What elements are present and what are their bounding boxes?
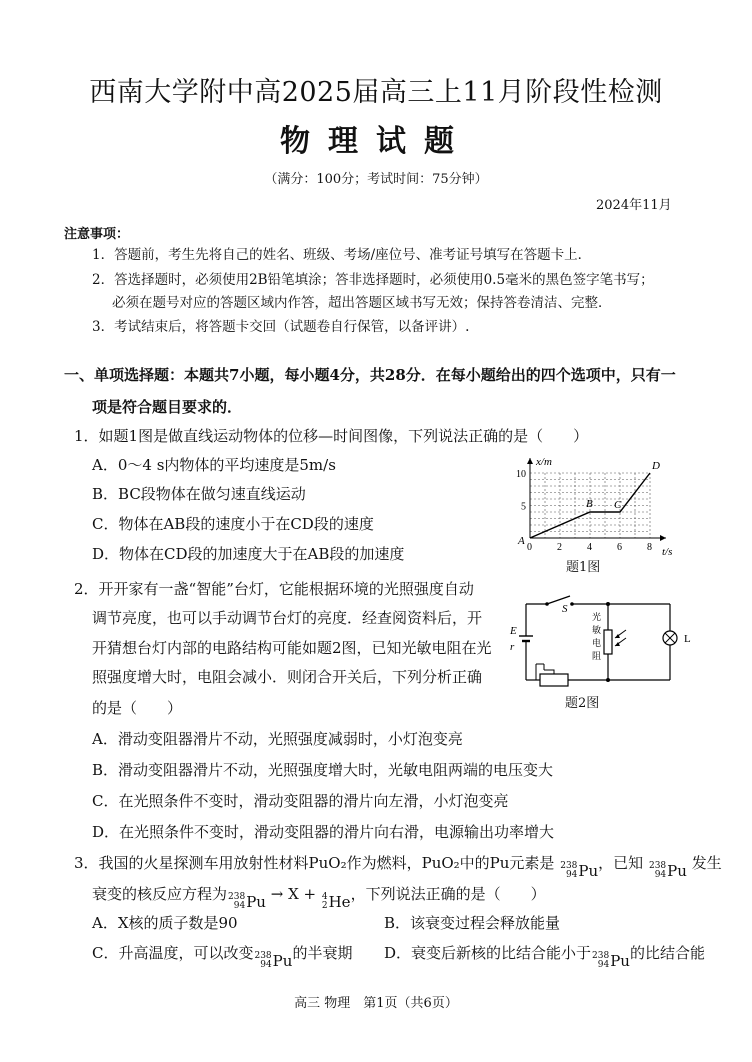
q2-option-b: B．滑动变阻器滑片不动，光照强度增大时，光敏电阻两端的电压变大 xyxy=(92,761,554,779)
q3-stem-line-2 xyxy=(92,883,546,911)
pu-nuclide: 238 94 Pu xyxy=(228,892,266,911)
q3-stem-part-d: 衰变的核反应方程为 xyxy=(92,885,228,903)
q2-circuit-diagram xyxy=(500,590,700,700)
q2-stem-line-1: 2．开开家有一盏“智能”台灯，它能根据环境的光照强度自动 xyxy=(74,580,474,598)
notes-heading: 注意事项： xyxy=(64,227,130,242)
emf-label: E xyxy=(510,625,517,637)
y-tick-label: 5 xyxy=(521,501,526,513)
ldr-char-4: 阻 xyxy=(592,651,602,661)
section-heading: 一、单项选择题：本题共7小题，每小题4分，共28分．在每小题给出的四个选项中，只有一 xyxy=(64,366,676,384)
y-axis-label: x/m xyxy=(536,456,552,468)
ldr-char-2: 敏 xyxy=(592,625,602,635)
q2-option-a: A．滑动变阻器滑片不动，光照强度减弱时，小灯泡变亮 xyxy=(92,730,463,748)
x-axis-arrow xyxy=(660,535,666,541)
lamp-label: L xyxy=(684,633,691,645)
pu-nuclide: 238 94 Pu xyxy=(648,861,687,880)
point-label: B xyxy=(586,498,593,510)
he-nuclide: 4 2 He xyxy=(321,892,351,911)
q3-stem-part-e: ，下列说法正确的是（ ） xyxy=(350,885,546,903)
q2-option-c: C．在光照条件不变时，滑动变阻器的滑片向左滑，小灯泡变亮 xyxy=(92,792,509,810)
page-footer: 高三 物理 第1页（共6页） xyxy=(294,996,458,1011)
point-label: C xyxy=(614,499,622,511)
q2-stem-line-4: 照强度增大时，电阻会减小．则闭合开关后，下列分析正确 xyxy=(92,668,483,686)
q3-option-a: A．X核的质子数是90 xyxy=(92,914,238,932)
internal-r-label: r xyxy=(510,641,515,653)
x-tick-label: 0 xyxy=(527,542,532,553)
exam-title: 西南大学附中高2025届高三上11月阶段性检测 xyxy=(89,77,663,108)
q1-option-b: B．BC段物体在做匀速直线运动 xyxy=(92,485,306,503)
x-tick-label: 2 xyxy=(557,542,562,553)
exam-date: 2024年11月 xyxy=(596,198,672,213)
pu-nuclide: 238 94 Pu xyxy=(560,861,599,880)
q2-stem-line-5: 的是（ ） xyxy=(92,699,183,717)
x-tick-label: 6 xyxy=(617,542,622,553)
q2-stem-line-2: 调节亮度，也可以手动调节台灯的亮度．经查阅资料后，开 xyxy=(92,609,483,627)
note-2: 2．答选择题时，必须使用2B铅笔填涂；答非选择题时，必须使用0.5毫米的黑色签字笔书写； xyxy=(92,272,654,288)
q3-option-c: C．升高温度，可以改变 238 94 Pu 的半衰期 xyxy=(92,944,353,970)
note-1: 1．答题前，考生先将自己的姓名、班级、考场/座位号、准考证号填写在答题卡上． xyxy=(92,247,592,263)
q1-option-c: C．物体在AB段的速度小于在CD段的速度 xyxy=(92,515,374,533)
x-tick-label: 4 xyxy=(587,542,592,553)
ldr-char-1: 光 xyxy=(592,612,602,622)
q2-option-d: D．在光照条件不变时，滑动变阻器的滑片向右滑，电源输出功率增大 xyxy=(92,823,555,841)
q1-caption: 题1图 xyxy=(566,560,601,575)
rheostat xyxy=(540,674,568,686)
pu-nuclide: 238 94 Pu xyxy=(592,951,630,970)
q3-stem-part-a: 3．我国的火星探测车用放射性材料PuO₂作为燃料，PuO₂中的Pu元素是 xyxy=(74,854,555,872)
photoresistor xyxy=(604,630,612,654)
q3-stem-line-1 xyxy=(74,852,722,880)
switch-label: S xyxy=(562,603,568,615)
q3-stem-part-c: 发生 xyxy=(691,854,722,872)
y-axis-arrow xyxy=(527,458,533,464)
x-tick-label: 8 xyxy=(647,542,652,553)
note-2-cont: 必须在题号对应的答题区域内作答，超出答题区域书写无效；保持答卷清洁、完整． xyxy=(112,295,612,311)
q3-option-b: B．该衰变过程会释放能量 xyxy=(384,914,561,932)
section-heading-cont: 项是符合题目要求的． xyxy=(92,398,243,416)
q1-option-a: A．0～4 s内物体的平均速度是5m/s xyxy=(92,456,336,474)
q1-xt-graph xyxy=(506,452,682,558)
pu-nuclide: 238 94 Pu xyxy=(254,951,293,970)
q3-option-d: D．衰变后新核的比结合能小于 238 94 Pu 的比结合能 xyxy=(384,944,705,970)
q1-option-d: D．物体在CD段的加速度大于在AB段的加速度 xyxy=(92,545,405,563)
ldr-char-3: 电 xyxy=(592,638,602,648)
q3-stem-part-b: ，已知 xyxy=(598,854,644,872)
subject-title: 物理试题 xyxy=(280,124,472,159)
reaction-arrow: → X + xyxy=(265,885,321,903)
q1-stem: 1．如题1图是做直线运动物体的位移—时间图像，下列说法正确的是（ ） xyxy=(74,427,589,445)
point-label: A xyxy=(518,535,525,547)
q2-stem-line-3: 开猜想台灯内部的电路结构可能如题2图，已知光敏电阻在光 xyxy=(92,639,492,657)
y-tick-label: 10 xyxy=(516,469,526,480)
point-label: D xyxy=(652,460,660,472)
note-3: 3．考试结束后，将答题卡交回（试题卷自行保管，以备评讲）. xyxy=(92,319,470,335)
x-axis-label: t/s xyxy=(662,546,673,558)
exam-meta: （满分：100分；考试时间：75分钟） xyxy=(264,172,488,187)
q2-caption: 题2图 xyxy=(565,696,600,711)
